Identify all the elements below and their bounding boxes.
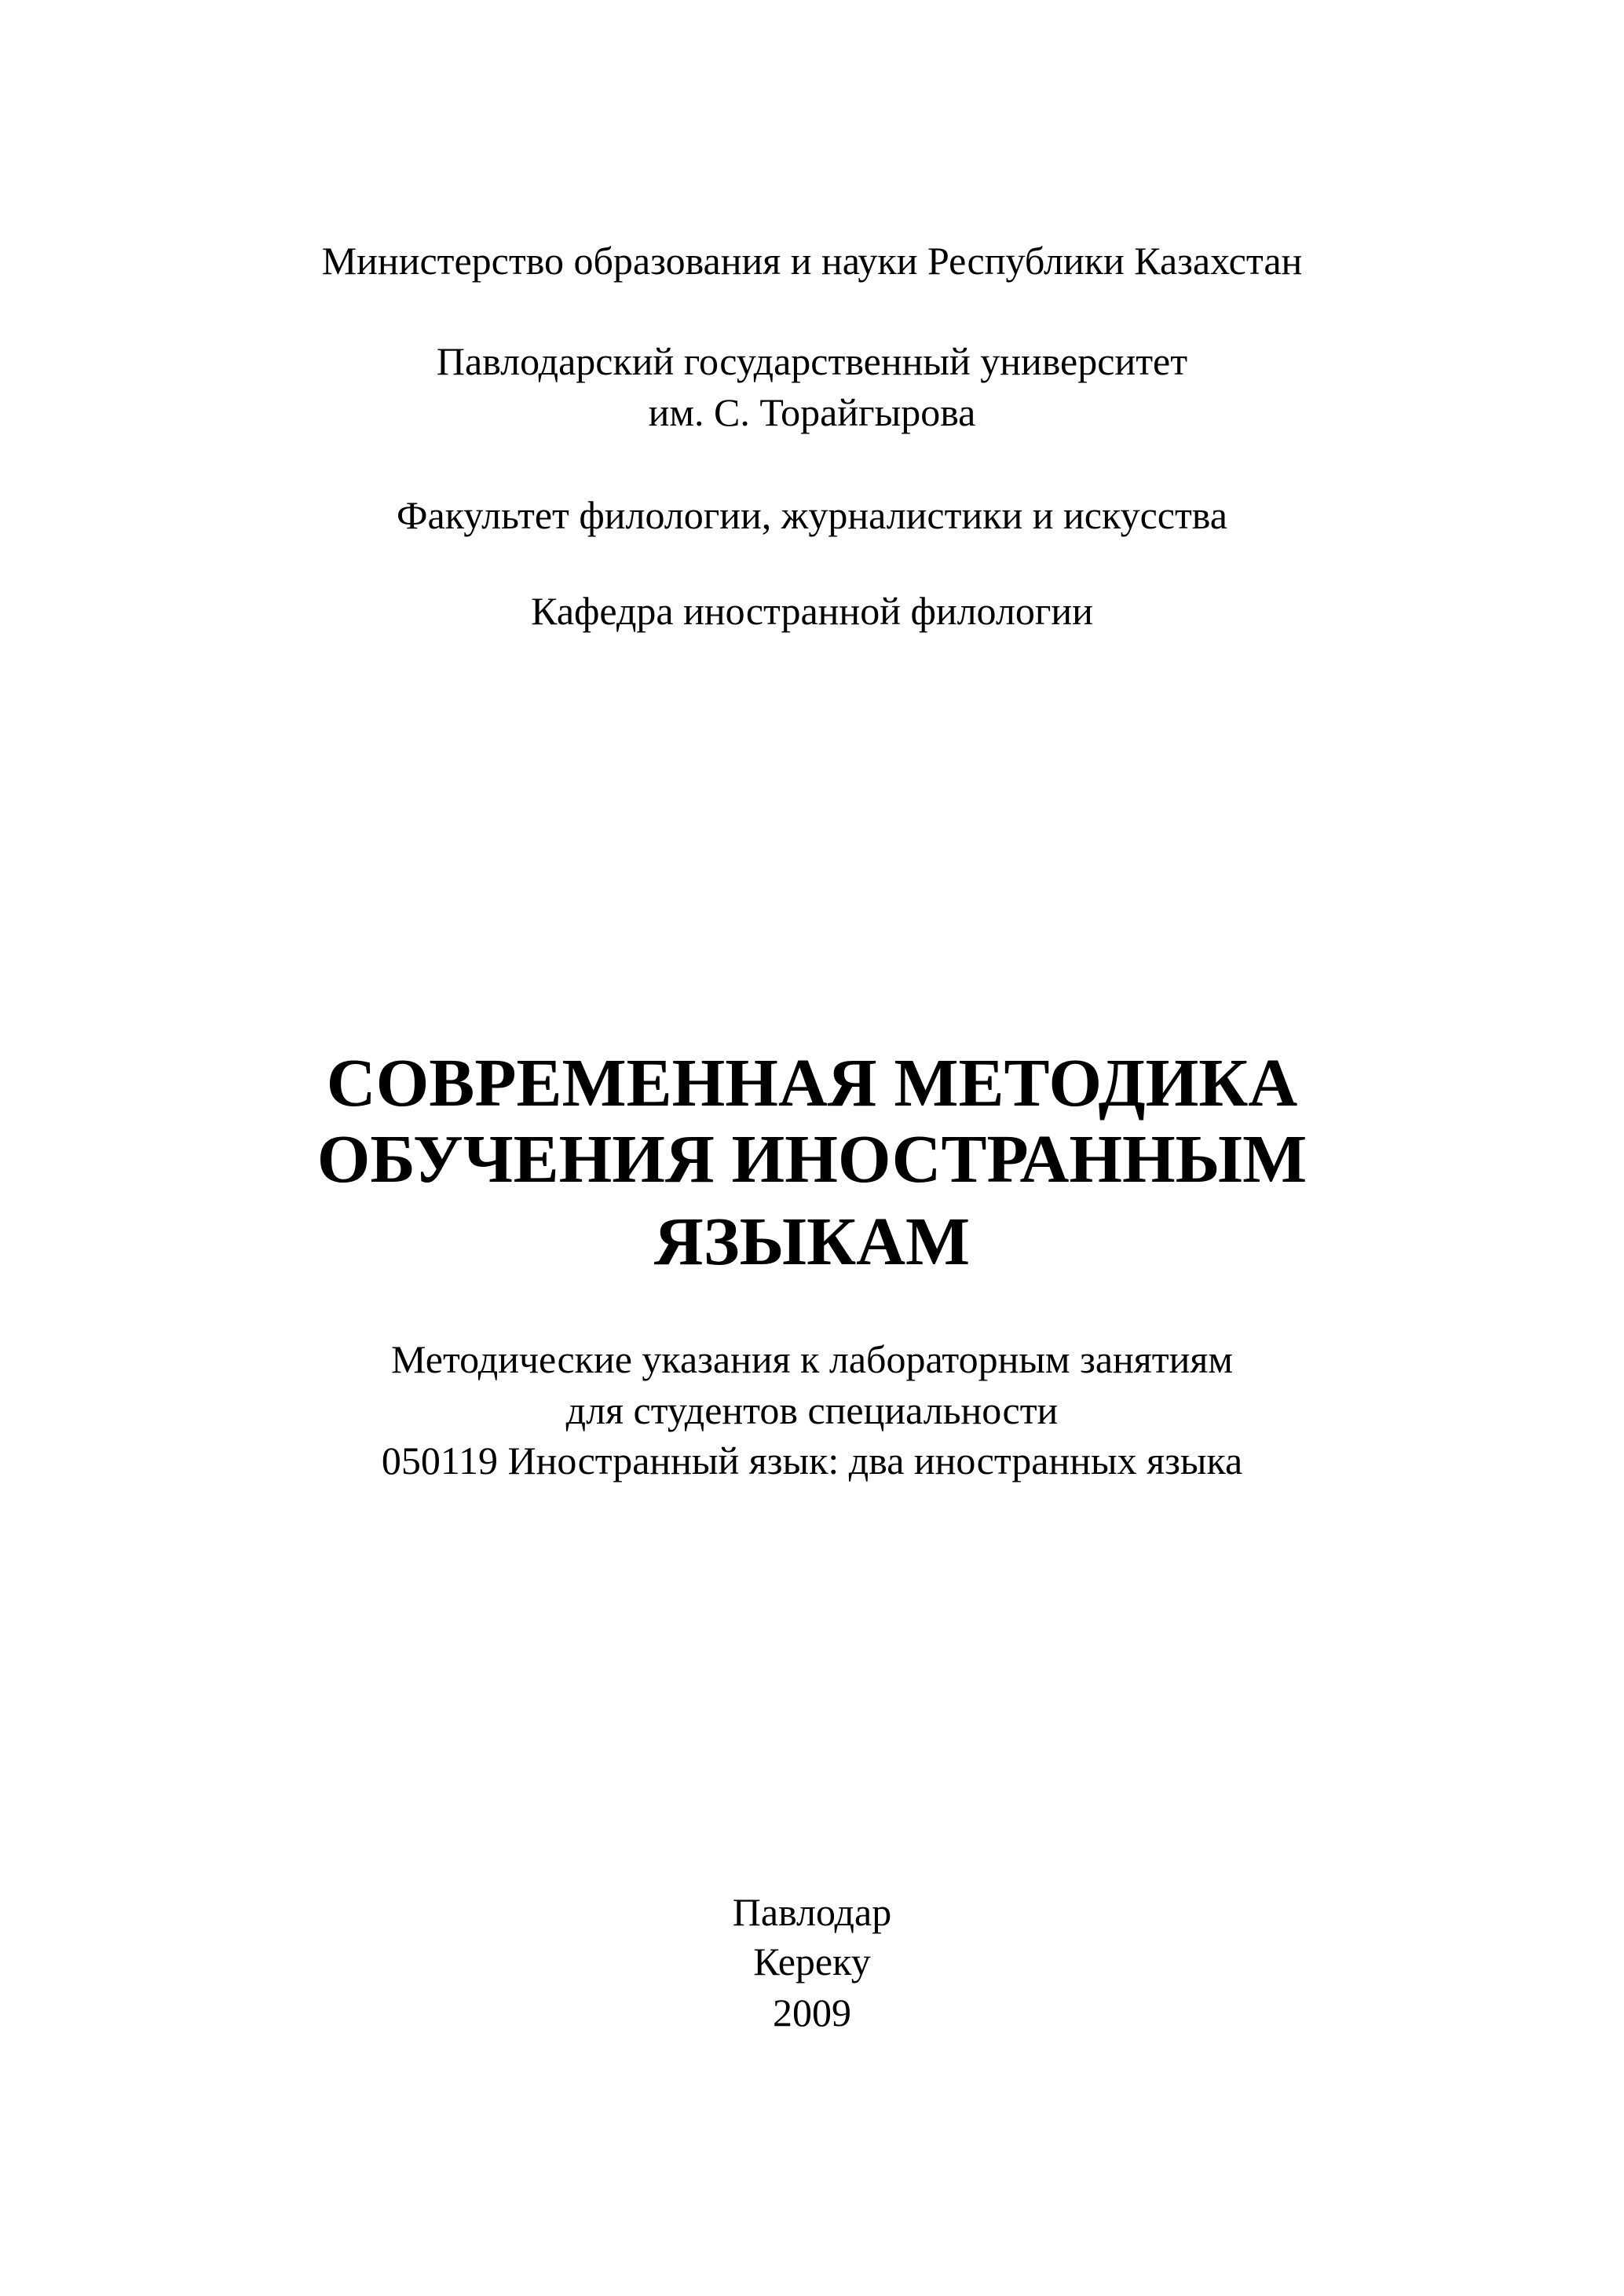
ministry-line: Министерство образования и науки Республики Казахстан xyxy=(321,239,1303,283)
subtitle-line-3: 050119 Иностранный язык: два иностранных языка xyxy=(381,1439,1243,1483)
university-line-2: им. С. Торайгырова xyxy=(648,390,976,434)
book-title-line-1: СОВРЕМЕННАЯ МЕТОДИКА xyxy=(326,1044,1298,1121)
faculty-line: Факультет филологии, журналистики и искусства xyxy=(397,493,1227,537)
imprint-city: Павлодар xyxy=(732,1890,892,1934)
book-title-line-3: ЯЗЫКАМ xyxy=(653,1203,971,1279)
department-line: Кафедра иностранной филологии xyxy=(531,589,1093,633)
imprint-year: 2009 xyxy=(773,1991,851,2035)
subtitle-line-2: для студентов специальности xyxy=(565,1388,1059,1432)
subtitle-line-1: Методические указания к лабораторным занятиям xyxy=(390,1337,1234,1381)
book-title-line-2: ОБУЧЕНИЯ ИНОСТРАННЫМ xyxy=(316,1121,1308,1197)
imprint-publisher: Кереку xyxy=(753,1940,871,1983)
university-line-1: Павлодарский государственный университет xyxy=(436,339,1188,383)
